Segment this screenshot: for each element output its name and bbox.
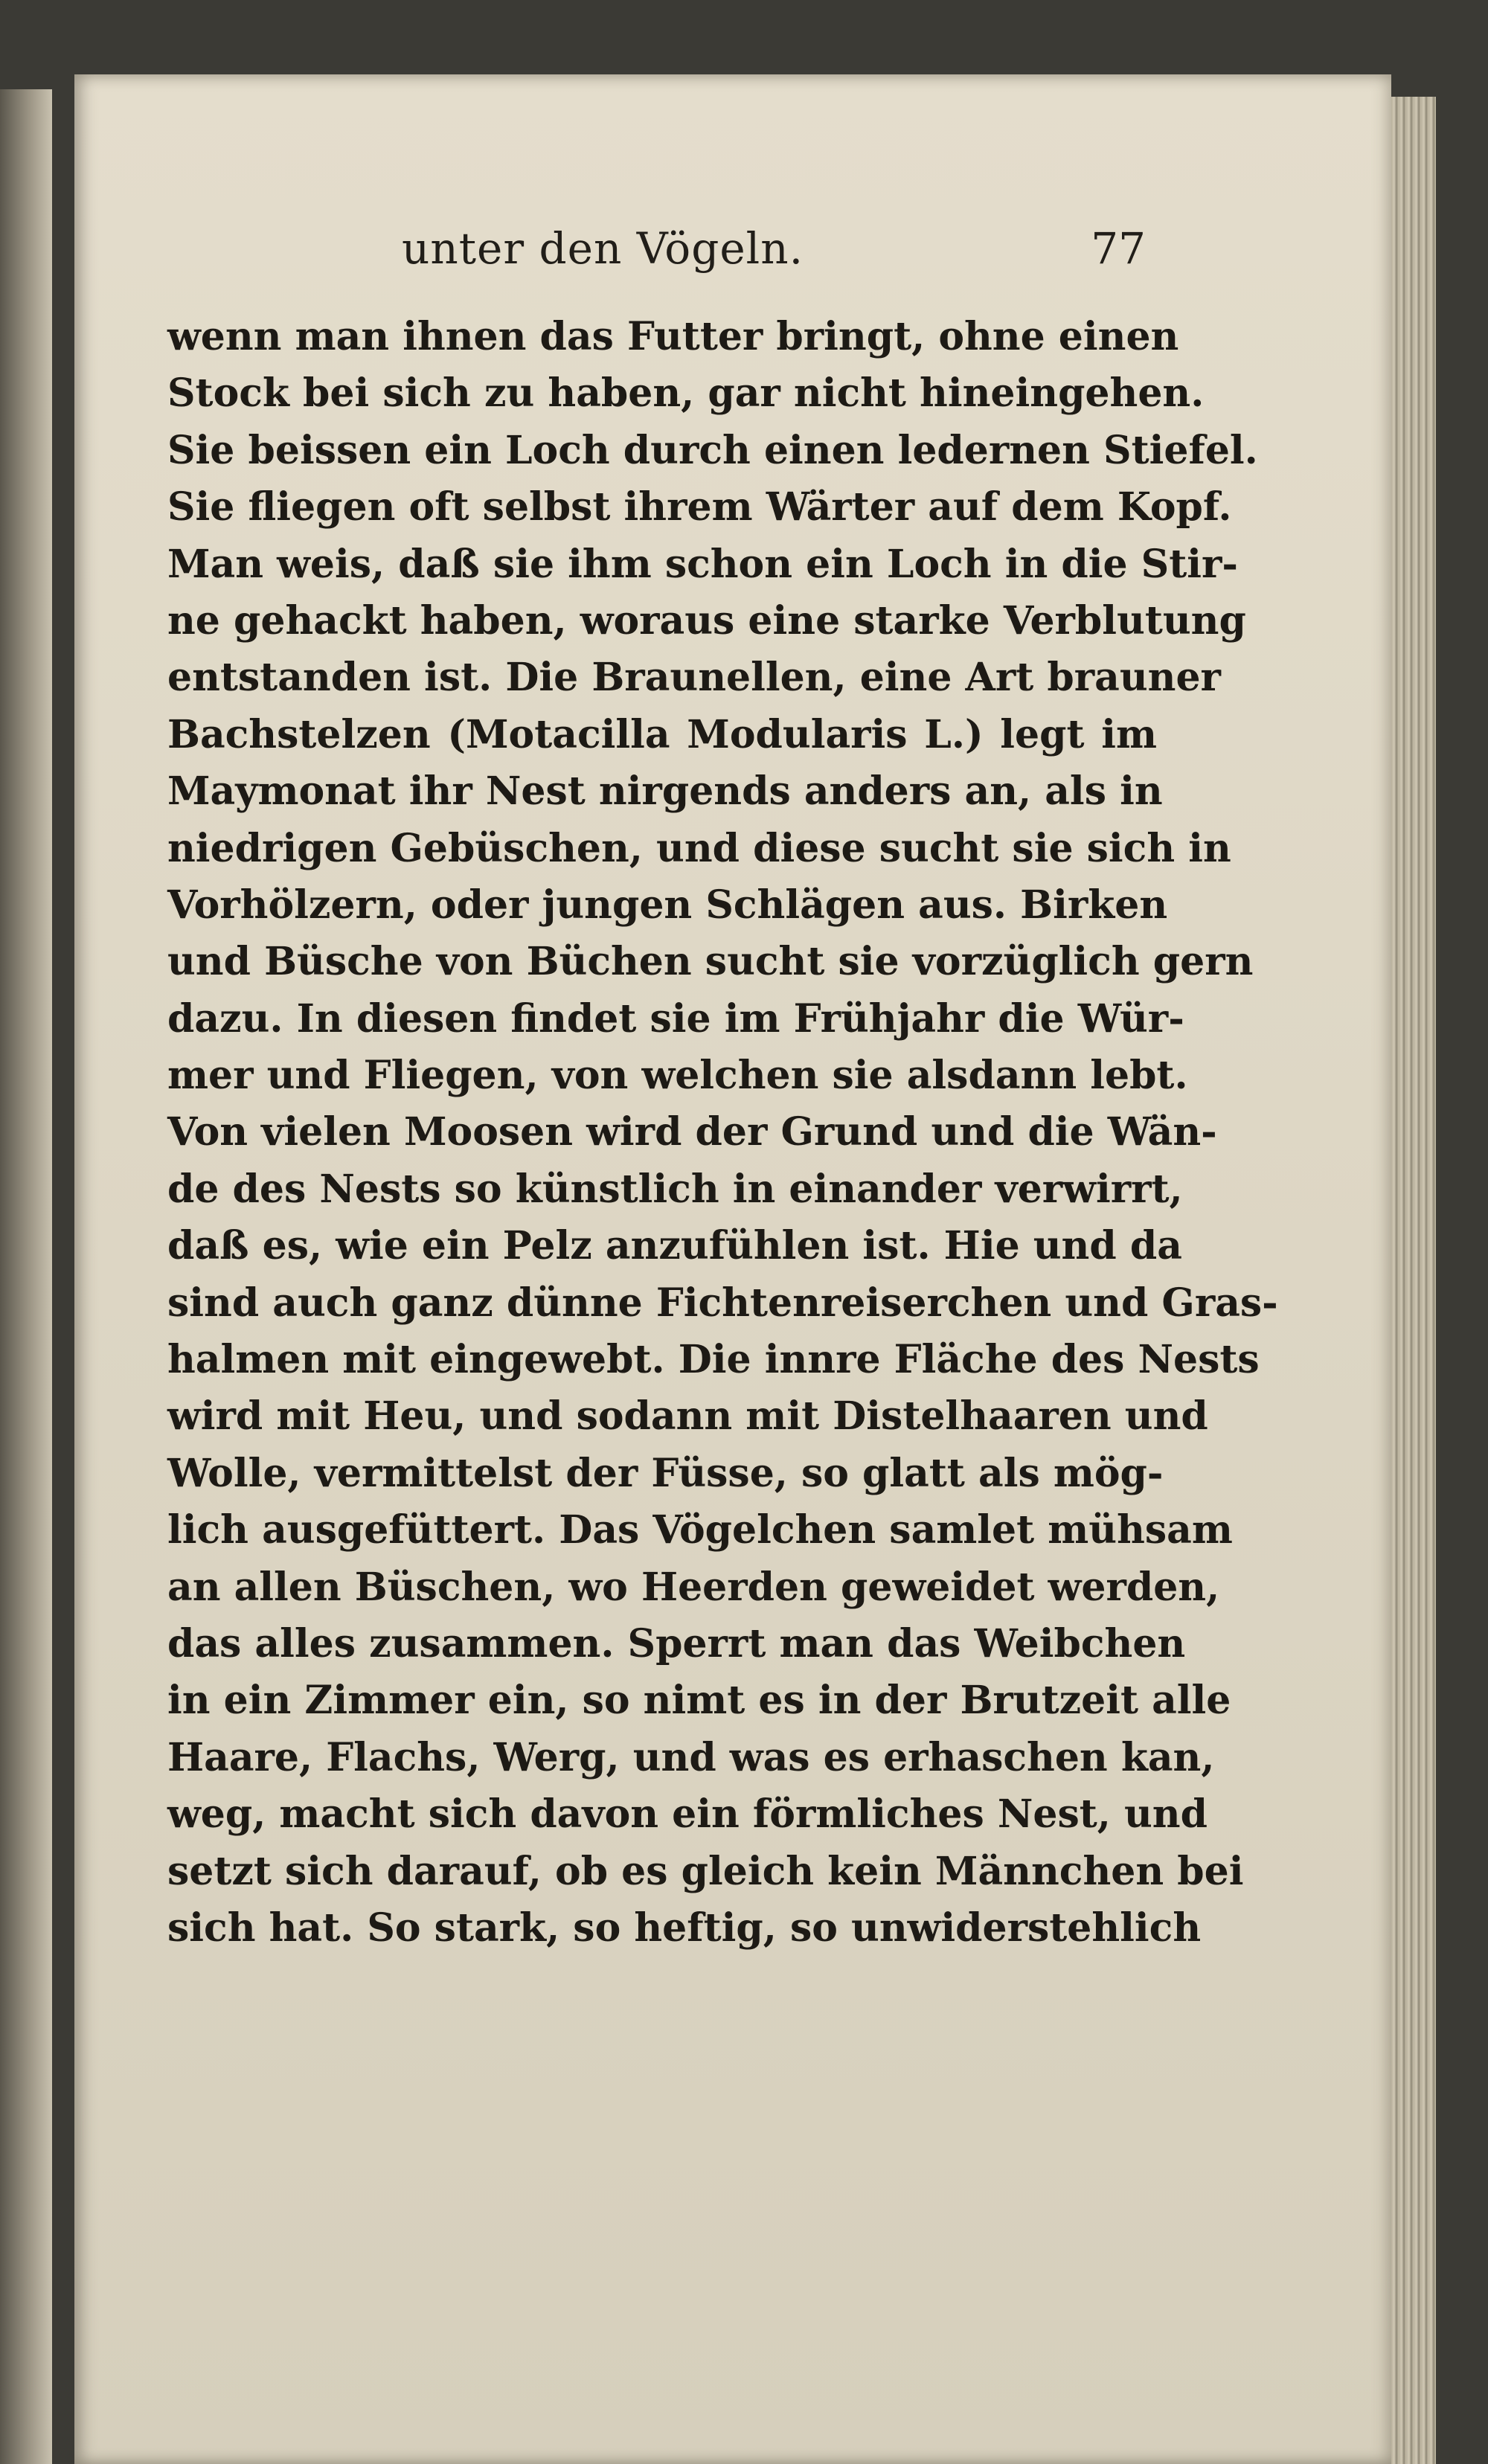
text-line: setzt sich darauf, ob es gleich kein Männchen bei	[167, 1848, 1244, 1894]
text-line: wird mit Heu, und sodann mit Distelhaaren und	[167, 1393, 1208, 1440]
text-line: Stock bei sich zu haben, gar nicht hineingehen.	[167, 370, 1205, 417]
text-line: lich ausgefüttert. Das Vögelchen samlet mühsam	[167, 1507, 1233, 1553]
text-line: niedrigen Gebüschen, und diese sucht sie sich in	[167, 825, 1231, 871]
text-line: wenn man ihnen das Futter bringt, ohne einen	[167, 314, 1179, 359]
text-line: Bachstelzen (Motacilla Modularis L.) legt im	[167, 711, 1157, 757]
text-line: daß es, wie ein Pelz anzufühlen ist. Hie und da	[167, 1223, 1182, 1269]
text-line: Maymonat ihr Nest nirgends anders an, als in	[167, 769, 1163, 815]
text-line: Von vielen Moosen wird der Grund und die Wän-	[167, 1109, 1217, 1155]
text-line: halmen mit eingewebt. Die innre Fläche des Nests	[167, 1337, 1260, 1383]
text-line: an allen Büschen, wo Heerden geweidet werden,	[167, 1564, 1220, 1610]
page-number: 77	[1091, 223, 1146, 274]
text-line: sich hat. So stark, so heftig, so unwiderstehlich	[167, 1905, 1202, 1951]
text-line: in ein Zimmer ein, so nimt es in der Brutzeit alle	[167, 1678, 1231, 1724]
text-line: ne gehackt haben, woraus eine starke Verblutung	[167, 597, 1246, 644]
text-line: mer und Fliegen, von welchen sie alsdann lebt.	[167, 1053, 1188, 1099]
body-text	[167, 309, 1278, 1957]
text-line: sind auch ganz dünne Fichtenreiserchen und Gras-	[167, 1280, 1278, 1326]
text-line: Wolle, vermittelst der Füsse, so glatt als mög-	[167, 1450, 1164, 1496]
text-line: weg, macht sich davon ein förmliches Nest, und	[167, 1791, 1208, 1838]
text-line: entstanden ist. Die Braunellen, eine Art brauner	[167, 655, 1221, 701]
text-line: das alles zusammen. Sperrt man das Weibchen	[167, 1620, 1186, 1666]
text-line: Vorhölzern, oder jungen Schlägen aus. Birken	[167, 882, 1168, 928]
left-page-edge	[0, 89, 52, 2464]
text-line: und Büsche von Büchen sucht sie vorzüglich gern	[167, 939, 1254, 985]
text-line: Sie beissen ein Loch durch einen ledernen Stiefel.	[167, 427, 1258, 473]
text-line: dazu. In diesen findet sie im Frühjahr die Wür-	[167, 995, 1184, 1042]
text-line: Sie fliegen oft selbst ihrem Wärter auf dem Kopf.	[167, 484, 1232, 530]
running-head: unter den Vögeln.	[402, 223, 804, 274]
text-line: de des Nests so künstlich in einander verwirrt,	[167, 1166, 1183, 1212]
text-line: Man weis, daß sie ihm schon ein Loch in die Stir-	[167, 541, 1238, 587]
page-header	[402, 223, 1146, 290]
text-line: Haare, Flachs, Werg, und was es erhaschen kan,	[167, 1734, 1215, 1780]
